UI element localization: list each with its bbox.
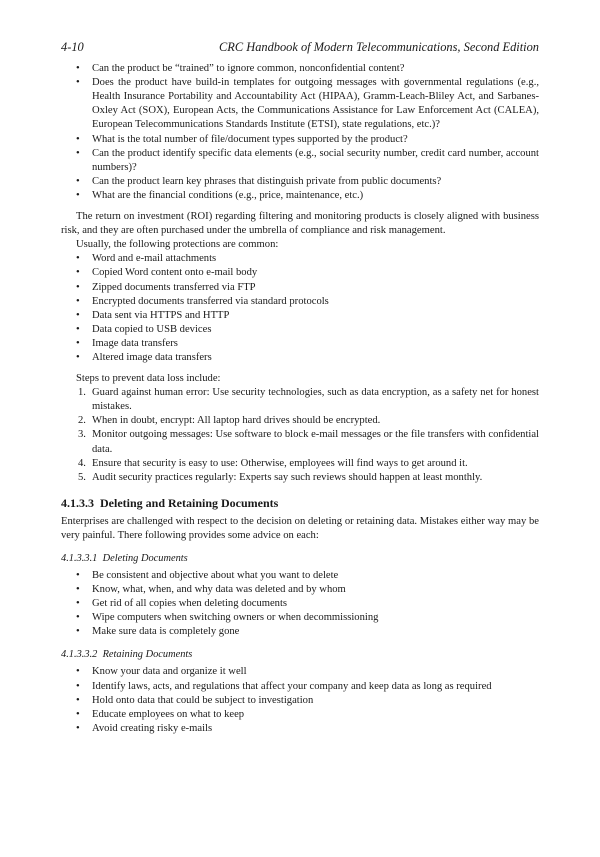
list-item: • Altered image data transfers <box>61 351 539 365</box>
step-text: When in doubt, encrypt: All laptop hard drives should be encrypted. <box>92 415 381 427</box>
roi-paragraph: The return on investment (ROI) regarding filtering and monitoring products is closely aligned with business risk, and they are often purchased under the umbrella of compliance and risk management. <box>61 211 539 237</box>
list-item: • Be consistent and objective about what you want to delete <box>61 569 539 583</box>
step-item <box>61 457 539 471</box>
subsection-heading-retaining <box>61 648 539 662</box>
list-item: • Hold onto data that could be subject to investigation <box>61 694 539 708</box>
subsection-number: 4.1.3.3.2 <box>61 649 98 661</box>
steps-intro: Steps to prevent data loss include: <box>76 373 221 385</box>
subsection-number: 4.1.3.3.1 <box>61 553 98 564</box>
book-title: CRC Handbook of Modern Telecommunications, Second Edition <box>219 40 539 54</box>
list-item: • Know your data and organize it well <box>61 665 539 679</box>
step-text: Guard against human error: Use security technologies, such as data encryption, as a safety net for honest mistakes. <box>92 387 539 413</box>
step-number: 5. <box>78 471 86 483</box>
step-text: Ensure that security is easy to use: Otherwise, employees will find ways to get around it. <box>92 457 468 469</box>
subsection-title: Retaining Documents <box>102 649 193 661</box>
list-item: • Zipped documents transferred via FTP <box>61 281 539 295</box>
list-item: • Know, what, when, and why data was deleted and by whom <box>61 583 539 597</box>
step-item <box>61 428 539 456</box>
list-item: • Does the product have build-in templates for outgoing messages with governmental regulations (e.g., Health Insurance Portability and Accountability Act (HIPAA), Gramm-Leach-Bliley Act, and Sarbanes-Oxley Act (SOX), European Acts, the Communications Assistance for Law Enforcement Act (CALEA), European Telecommunications Standards Institute (ETSI), state regulations, etc.)? <box>61 76 539 132</box>
deleting-list <box>61 569 539 639</box>
step-text: Audit security practices regularly: Experts say such reviews should happen at least monthly. <box>92 471 483 483</box>
list-item: • Image data transfers <box>61 337 539 351</box>
list-item: • Word and e-mail attachments <box>61 252 539 266</box>
step-number: 3. <box>78 429 86 441</box>
list-item: • Encrypted documents transferred via standard protocols <box>61 295 539 309</box>
page-number: 4-10 <box>61 40 84 54</box>
list-item: • Identify laws, acts, and regulations that affect your company and keep data as long as required <box>61 680 539 694</box>
step-item <box>61 414 539 428</box>
list-item: • Can the product be “trained” to ignore common, nonconfidential content? <box>61 62 539 76</box>
list-item: • Avoid creating risky e-mails <box>61 722 539 736</box>
list-item: • What are the financial conditions (e.g., price, maintenance, etc.) <box>61 189 539 203</box>
list-item: • Can the product identify specific data elements (e.g., social security number, credit card number, account numbers)? <box>61 147 539 175</box>
step-number: 2. <box>78 415 86 427</box>
section-title: Deleting and Retaining Documents <box>100 495 279 510</box>
retaining-list <box>61 665 539 735</box>
subsection-title: Deleting Documents <box>102 553 188 564</box>
section-number: 4.1.3.3 <box>61 495 94 510</box>
list-item: • Data sent via HTTPS and HTTP <box>61 309 539 323</box>
subsection-heading-deleting <box>61 552 539 566</box>
list-item: • Educate employees on what to keep <box>61 708 539 722</box>
section-heading <box>61 496 539 511</box>
section-intro: Enterprises are challenged with respect to the decision on deleting or retaining data. Mistakes either way may be very painful. There following provides some advice on each: <box>61 515 539 541</box>
list-item: • Wipe computers when switching owners or when decommissioning <box>61 611 539 625</box>
list-item: • What is the total number of file/document types supported by the product? <box>61 133 539 147</box>
list-item: • Make sure data is completely gone <box>61 625 539 639</box>
product-questions-list <box>61 62 539 203</box>
list-item: • Can the product learn key phrases that distinguish private from public documents? <box>61 175 539 189</box>
step-number: 1. <box>78 387 86 399</box>
list-item: • Get rid of all copies when deleting documents <box>61 597 539 611</box>
step-item <box>61 386 539 414</box>
protections-intro: Usually, the following protections are common: <box>76 239 279 251</box>
protections-list <box>61 252 539 365</box>
list-item: • Data copied to USB devices <box>61 323 539 337</box>
steps-list <box>61 386 539 485</box>
running-header <box>61 40 539 54</box>
step-number: 4. <box>78 457 86 469</box>
step-item <box>61 471 539 485</box>
document-page <box>61 40 539 736</box>
list-item: • Copied Word content onto e-mail body <box>61 266 539 280</box>
step-text: Monitor outgoing messages: Use software to block e-mail messages or the file transfers with confidential data. <box>92 429 539 455</box>
